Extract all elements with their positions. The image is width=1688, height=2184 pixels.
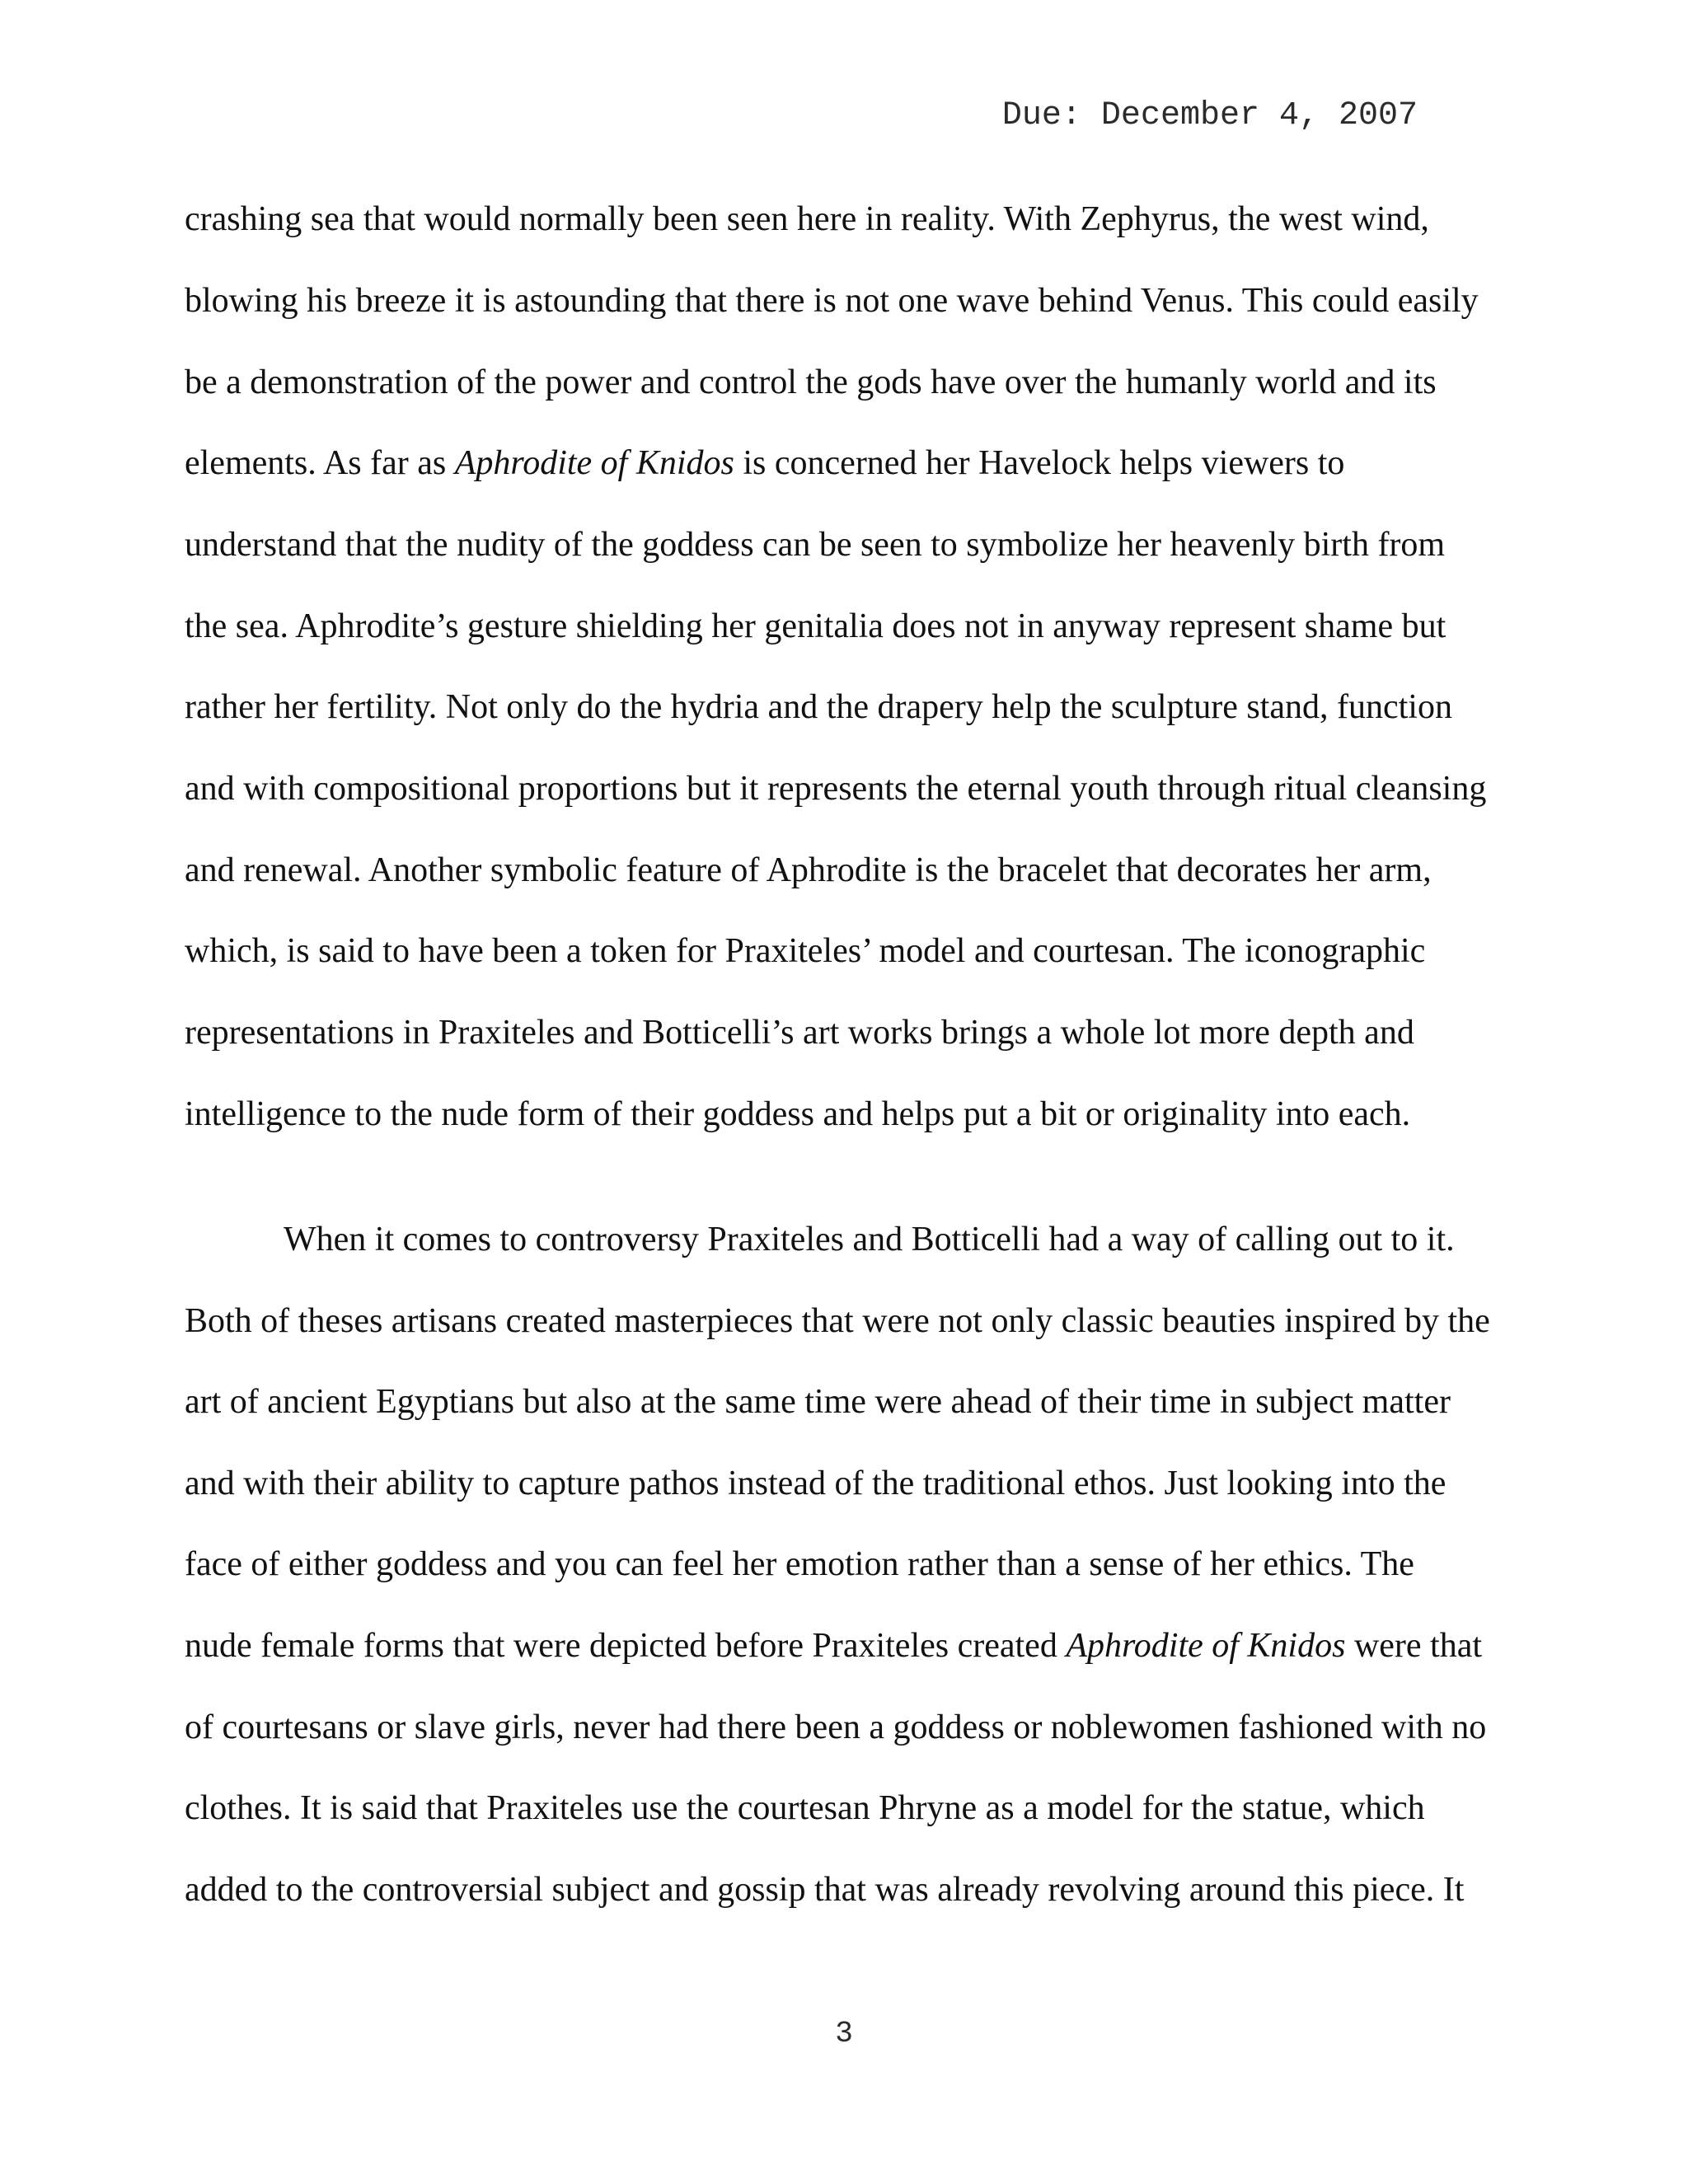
paragraph-1-line-10: which, is said to have been a token for Praxiteles’ model and courtesan. The iconographic: [185, 932, 1426, 970]
paragraph-2-line-9: added to the controversial subject and gossip that was already revolving around this piece. It: [185, 1871, 1465, 1909]
text-run: were that: [1345, 1627, 1483, 1665]
paragraph-2-line-2: Both of theses artisans created masterpieces that were not only classic beauties inspired by the: [185, 1302, 1490, 1340]
artwork-title: Aphrodite of Knidos: [1066, 1627, 1346, 1665]
due-date-header: Due: December 4, 2007: [1001, 97, 1418, 134]
paragraph-1-line-8: and with compositional proportions but it represents the eternal youth through ritual cleansing: [185, 770, 1487, 808]
paragraph-2-line-8: clothes. It is said that Praxiteles use the courtesan Phryne as a model for the statue, which: [185, 1789, 1425, 1827]
paragraph-2-line-3: art of ancient Egyptians but also at the same time were ahead of their time in subject matter: [185, 1383, 1451, 1421]
paragraph-2-line-1: When it comes to controversy Praxiteles and Botticelli had a way of calling out to it.: [284, 1221, 1455, 1258]
paragraph-1-line-2: blowing his breeze it is astounding that there is not one wave behind Venus. This could easily: [185, 282, 1479, 320]
paragraph-2-line-6: [185, 1621, 1482, 1671]
paragraph-1-line-7: rather her fertility. Not only do the hydria and the drapery help the sculpture stand, function: [185, 688, 1452, 726]
paragraph-1-line-11: representations in Praxiteles and Botticelli’s art works brings a whole lot more depth and: [185, 1014, 1414, 1052]
paragraph-1-line-4: [185, 438, 1344, 488]
text-run: is concerned her Havelock helps viewers to: [734, 444, 1345, 482]
paragraph-1-line-1: crashing sea that would normally been seen here in reality. With Zephyrus, the west wind,: [185, 200, 1429, 238]
page-number: 3: [835, 2017, 853, 2050]
paragraph-1-line-3: be a demonstration of the power and control the gods have over the humanly world and its: [185, 363, 1437, 401]
paragraph-1-line-9: and renewal. Another symbolic feature of Aphrodite is the bracelet that decorates her arm,: [185, 851, 1432, 889]
paragraph-1-line-5: understand that the nudity of the goddess can be seen to symbolize her heavenly birth from: [185, 526, 1446, 564]
paragraph-2-line-4: and with their ability to capture pathos instead of the traditional ethos. Just looking into the: [185, 1465, 1447, 1502]
paragraph-1-line-6: the sea. Aphrodite’s gesture shielding her genitalia does not in anyway represent shame but: [185, 607, 1447, 645]
paragraph-2-line-7: of courtesans or slave girls, never had there been a goddess or noblewomen fashioned with no: [185, 1708, 1487, 1746]
text-run: nude female forms that were depicted before Praxiteles created: [185, 1627, 1067, 1665]
paragraph-2-line-5: face of either goddess and you can feel her emotion rather than a sense of her ethics. The: [185, 1545, 1414, 1583]
paragraph-1-line-12: intelligence to the nude form of their goddess and helps put a bit or originality into each.: [185, 1095, 1411, 1133]
text-run: elements. As far as: [185, 444, 455, 482]
artwork-title: Aphrodite of Knidos: [454, 444, 734, 482]
